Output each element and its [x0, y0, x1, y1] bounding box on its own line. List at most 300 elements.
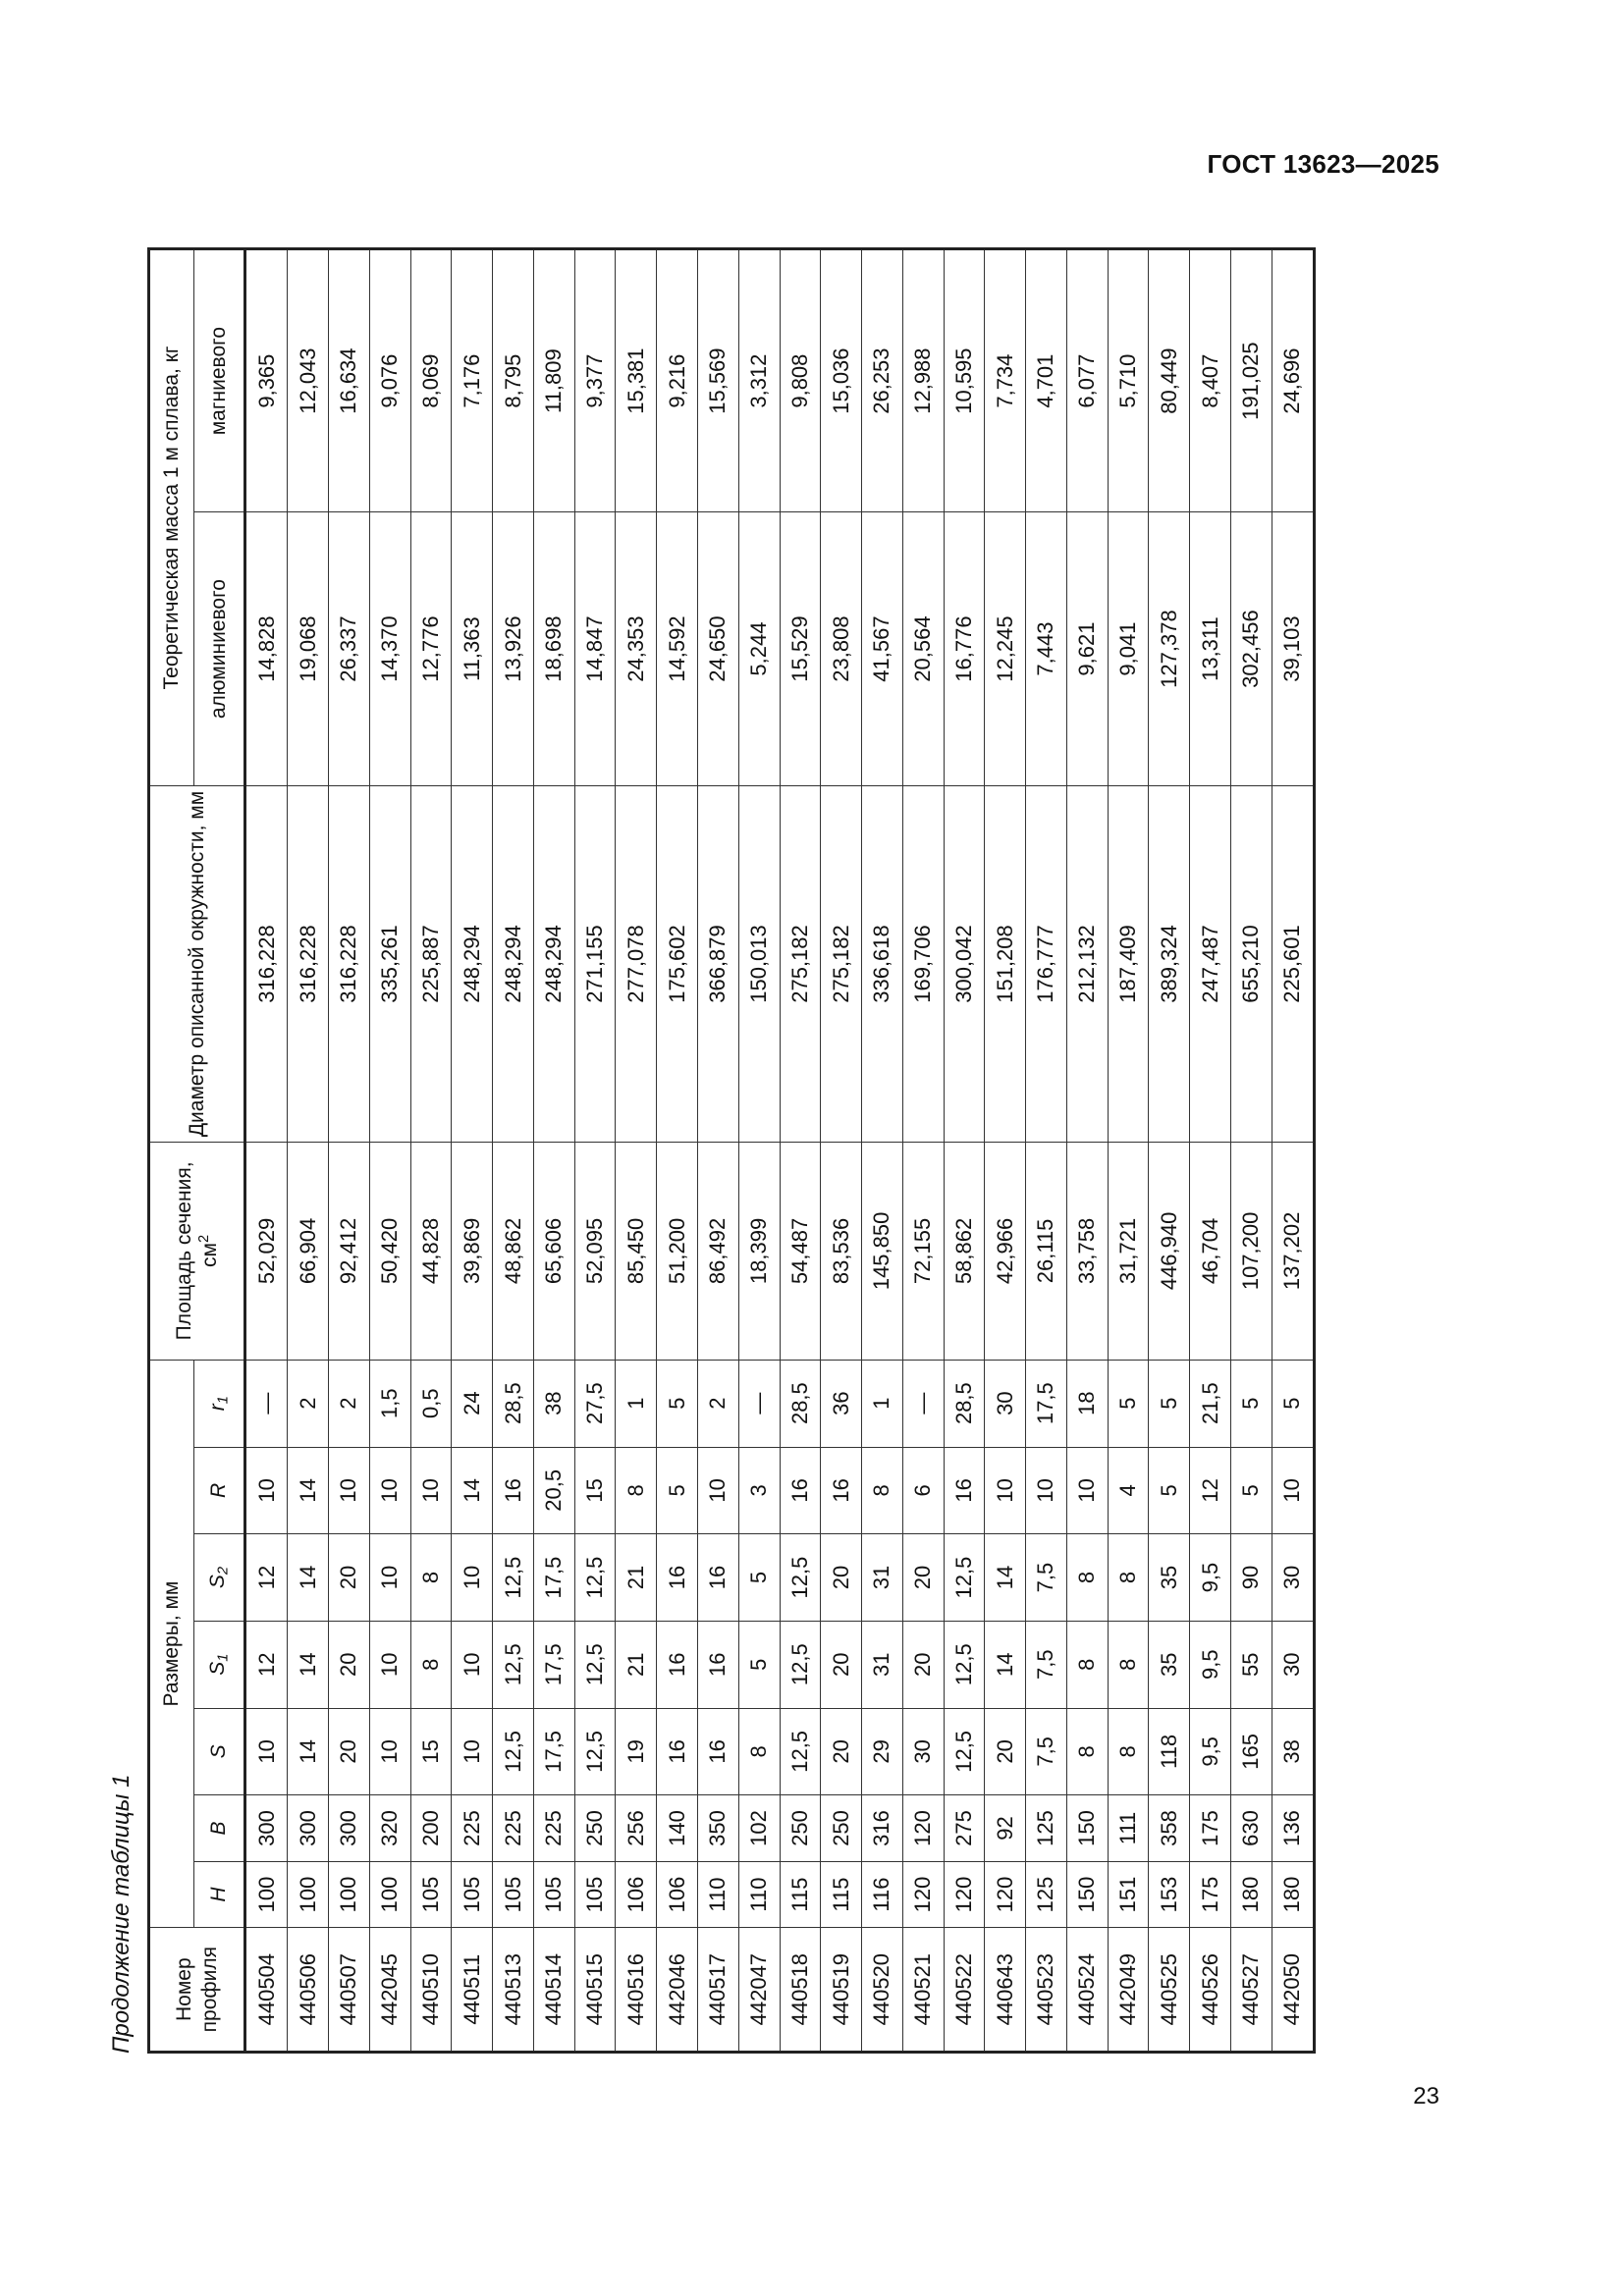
cell-H: 106 [616, 1861, 657, 1928]
cell-mass-magnesium: 10,595 [944, 249, 985, 512]
cell-area: 446,940 [1149, 1143, 1190, 1361]
cell-H: 105 [493, 1861, 534, 1928]
cell-diameter: 248,294 [452, 785, 493, 1142]
cell-H: 106 [657, 1861, 698, 1928]
cell-B: 175 [1190, 1795, 1231, 1862]
cell-H: 116 [862, 1861, 903, 1928]
cell-S1: 12,5 [493, 1621, 534, 1708]
cell-mass-magnesium: 15,036 [821, 249, 862, 512]
cell-S1: 16 [697, 1621, 738, 1708]
cell-profile-number: 440517 [697, 1928, 738, 2053]
cell-diameter: 150,013 [738, 785, 780, 1142]
cell-B: 150 [1066, 1795, 1108, 1862]
cell-mass-magnesium: 9,365 [245, 249, 288, 512]
cell-B: 250 [780, 1795, 821, 1862]
header-S: S [194, 1708, 245, 1795]
cell-S: 17,5 [533, 1708, 574, 1795]
cell-S2: 20 [902, 1534, 944, 1622]
cell-S: 20 [985, 1708, 1026, 1795]
cell-S2: 8 [1066, 1534, 1108, 1622]
cell-S1: 5 [738, 1621, 780, 1708]
cell-S: 118 [1149, 1708, 1190, 1795]
cell-mass-magnesium: 12,043 [288, 249, 329, 512]
cell-area: 33,758 [1066, 1143, 1108, 1361]
cell-R: 6 [902, 1447, 944, 1534]
cell-B: 200 [410, 1795, 452, 1862]
cell-mass-aluminium: 14,370 [369, 512, 410, 786]
cell-diameter: 275,182 [780, 785, 821, 1142]
cell-r1: 1,5 [369, 1360, 410, 1447]
header-S2 [194, 1534, 245, 1622]
cell-mass-aluminium: 5,244 [738, 512, 780, 786]
cell-R: 10 [329, 1447, 370, 1534]
cell-S2: 12 [245, 1534, 288, 1622]
cell-S: 7,5 [1026, 1708, 1067, 1795]
cell-mass-aluminium: 24,650 [697, 512, 738, 786]
cell-H: 175 [1190, 1861, 1231, 1928]
cell-area: 51,200 [657, 1143, 698, 1361]
cell-H: 120 [985, 1861, 1026, 1928]
cell-B: 92 [985, 1795, 1026, 1862]
header-S1-sub: 1 [215, 1653, 232, 1662]
table-row [985, 249, 1026, 2053]
cell-R: 10 [697, 1447, 738, 1534]
cell-mass-magnesium: 3,312 [738, 249, 780, 512]
cell-R: 10 [1026, 1447, 1067, 1534]
table-row [493, 249, 534, 2053]
cell-S1: 7,5 [1026, 1621, 1067, 1708]
cell-S2: 12,5 [780, 1534, 821, 1622]
cell-S1: 10 [369, 1621, 410, 1708]
cell-r1: — [902, 1360, 944, 1447]
cell-S2: 12,5 [493, 1534, 534, 1622]
cell-B: 125 [1026, 1795, 1067, 1862]
cell-diameter: 248,294 [533, 785, 574, 1142]
cell-S2: 20 [821, 1534, 862, 1622]
header-r1 [194, 1360, 245, 1447]
table-row [780, 249, 821, 2053]
table-row [245, 249, 288, 2053]
cell-B: 120 [902, 1795, 944, 1862]
cell-r1: 18 [1066, 1360, 1108, 1447]
table-row [821, 249, 862, 2053]
cell-H: 125 [1026, 1861, 1067, 1928]
cell-r1: 27,5 [574, 1360, 616, 1447]
cell-H: 153 [1149, 1861, 1190, 1928]
cell-H: 105 [574, 1861, 616, 1928]
cell-profile-number: 440511 [452, 1928, 493, 2053]
cell-S: 12,5 [944, 1708, 985, 1795]
cell-H: 180 [1230, 1861, 1272, 1928]
cell-S: 20 [821, 1708, 862, 1795]
header-r1-base: r [205, 1404, 229, 1412]
cell-S2: 16 [657, 1534, 698, 1622]
cell-S1: 35 [1149, 1621, 1190, 1708]
header-area [149, 1143, 245, 1361]
cell-profile-number: 440522 [944, 1928, 985, 2053]
cell-diameter: 225,601 [1272, 785, 1314, 1142]
cell-mass-magnesium: 80,449 [1149, 249, 1190, 512]
cell-R: 3 [738, 1447, 780, 1534]
cell-H: 100 [369, 1861, 410, 1928]
cell-profile-number: 442047 [738, 1928, 780, 2053]
cell-S2: 14 [985, 1534, 1026, 1622]
cell-area: 86,492 [697, 1143, 738, 1361]
cell-mass-magnesium: 8,795 [493, 249, 534, 512]
cell-H: 120 [902, 1861, 944, 1928]
cell-mass-magnesium: 15,381 [616, 249, 657, 512]
cell-H: 120 [944, 1861, 985, 1928]
cell-R: 16 [780, 1447, 821, 1534]
cell-r1: 21,5 [1190, 1360, 1231, 1447]
cell-r1: 38 [533, 1360, 574, 1447]
cell-S: 15 [410, 1708, 452, 1795]
table-body [245, 249, 1315, 2053]
cell-r1: 28,5 [780, 1360, 821, 1447]
cell-area: 54,487 [780, 1143, 821, 1361]
cell-H: 105 [533, 1861, 574, 1928]
cell-profile-number: 442049 [1108, 1928, 1149, 2053]
cell-S: 10 [369, 1708, 410, 1795]
cell-profile-number: 442045 [369, 1928, 410, 2053]
cell-H: 100 [288, 1861, 329, 1928]
cell-S2: 12,5 [574, 1534, 616, 1622]
cell-diameter: 151,208 [985, 785, 1026, 1142]
cell-S2: 20 [329, 1534, 370, 1622]
table-row [533, 249, 574, 2053]
cell-mass-magnesium: 9,808 [780, 249, 821, 512]
header-S2-base: S [205, 1575, 229, 1589]
cell-profile-number: 440510 [410, 1928, 452, 2053]
cell-area: 66,904 [288, 1143, 329, 1361]
cell-r1: 2 [288, 1360, 329, 1447]
cell-S: 10 [452, 1708, 493, 1795]
cell-r1: 5 [1149, 1360, 1190, 1447]
cell-profile-number: 440515 [574, 1928, 616, 2053]
cell-R: 14 [452, 1447, 493, 1534]
table-row [369, 249, 410, 2053]
cell-R: 5 [657, 1447, 698, 1534]
cell-diameter: 271,155 [574, 785, 616, 1142]
cell-S1: 21 [616, 1621, 657, 1708]
cell-B: 250 [574, 1795, 616, 1862]
cell-R: 15 [574, 1447, 616, 1534]
cell-profile-number: 440527 [1230, 1928, 1272, 2053]
cell-mass-magnesium: 8,069 [410, 249, 452, 512]
cell-profile-number: 440521 [902, 1928, 944, 2053]
cell-mass-aluminium: 20,564 [902, 512, 944, 786]
header-mass-group: Теоретическая масса 1 м сплава, кг [149, 249, 194, 786]
cell-B: 316 [862, 1795, 903, 1862]
cell-diameter: 316,228 [245, 785, 288, 1142]
cell-S1: 55 [1230, 1621, 1272, 1708]
cell-area: 65,606 [533, 1143, 574, 1361]
cell-R: 10 [985, 1447, 1026, 1534]
cell-B: 320 [369, 1795, 410, 1862]
cell-mass-aluminium: 23,808 [821, 512, 862, 786]
cell-H: 100 [245, 1861, 288, 1928]
cell-S2: 35 [1149, 1534, 1190, 1622]
cell-R: 20,5 [533, 1447, 574, 1534]
cell-diameter: 366,879 [697, 785, 738, 1142]
cell-S1: 8 [1066, 1621, 1108, 1708]
cell-H: 105 [452, 1861, 493, 1928]
standard-code: ГОСТ 13623—2025 [1207, 149, 1439, 179]
cell-profile-number: 440504 [245, 1928, 288, 2053]
cell-r1: 5 [657, 1360, 698, 1447]
cell-S: 19 [616, 1708, 657, 1795]
cell-H: 105 [410, 1861, 452, 1928]
cell-profile-number: 442050 [1272, 1928, 1314, 2053]
cell-B: 225 [452, 1795, 493, 1862]
cell-mass-magnesium: 7,176 [452, 249, 493, 512]
profiles-table [147, 247, 1316, 2054]
cell-H: 115 [780, 1861, 821, 1928]
cell-S2: 12,5 [944, 1534, 985, 1622]
cell-mass-aluminium: 127,378 [1149, 512, 1190, 786]
cell-diameter: 176,777 [1026, 785, 1067, 1142]
cell-S2: 9,5 [1190, 1534, 1231, 1622]
table-row [1108, 249, 1149, 2053]
cell-diameter: 389,324 [1149, 785, 1190, 1142]
cell-mass-aluminium: 7,443 [1026, 512, 1067, 786]
cell-mass-aluminium: 12,245 [985, 512, 1026, 786]
cell-r1: 1 [862, 1360, 903, 1447]
cell-diameter: 169,706 [902, 785, 944, 1142]
page-number: 23 [1413, 2083, 1439, 2109]
cell-profile-number: 442046 [657, 1928, 698, 2053]
cell-S1: 8 [1108, 1621, 1149, 1708]
table-row [1066, 249, 1108, 2053]
cell-R: 10 [410, 1447, 452, 1534]
cell-B: 300 [329, 1795, 370, 1862]
cell-S: 20 [329, 1708, 370, 1795]
cell-mass-aluminium: 14,592 [657, 512, 698, 786]
cell-R: 16 [944, 1447, 985, 1534]
cell-area: 42,966 [985, 1143, 1026, 1361]
cell-R: 16 [493, 1447, 534, 1534]
cell-mass-aluminium: 24,353 [616, 512, 657, 786]
cell-area: 137,202 [1272, 1143, 1314, 1361]
cell-mass-magnesium: 11,809 [533, 249, 574, 512]
table-row [862, 249, 903, 2053]
cell-mass-magnesium: 191,025 [1230, 249, 1272, 512]
cell-r1: — [738, 1360, 780, 1447]
cell-mass-magnesium: 9,377 [574, 249, 616, 512]
cell-mass-magnesium: 26,253 [862, 249, 903, 512]
cell-S1: 12,5 [944, 1621, 985, 1708]
header-r1-sub: 1 [215, 1396, 232, 1405]
cell-area: 52,095 [574, 1143, 616, 1361]
cell-profile-number: 440516 [616, 1928, 657, 2053]
cell-mass-aluminium: 19,068 [288, 512, 329, 786]
table-row [1149, 249, 1190, 2053]
cell-area: 26,115 [1026, 1143, 1067, 1361]
cell-mass-magnesium: 16,634 [329, 249, 370, 512]
cell-profile-number: 440513 [493, 1928, 534, 2053]
table-row [944, 249, 985, 2053]
cell-S: 8 [1066, 1708, 1108, 1795]
cell-H: 110 [697, 1861, 738, 1928]
cell-r1: 5 [1108, 1360, 1149, 1447]
cell-diameter: 316,228 [288, 785, 329, 1142]
cell-S1: 20 [821, 1621, 862, 1708]
cell-mass-magnesium: 5,710 [1108, 249, 1149, 512]
cell-mass-magnesium: 15,569 [697, 249, 738, 512]
cell-profile-number: 440518 [780, 1928, 821, 2053]
cell-area: 85,450 [616, 1143, 657, 1361]
cell-B: 358 [1149, 1795, 1190, 1862]
cell-S: 16 [657, 1708, 698, 1795]
cell-H: 110 [738, 1861, 780, 1928]
cell-mass-magnesium: 9,216 [657, 249, 698, 512]
cell-r1: 1 [616, 1360, 657, 1447]
cell-area: 58,862 [944, 1143, 985, 1361]
cell-mass-magnesium: 7,734 [985, 249, 1026, 512]
header-R: R [194, 1447, 245, 1534]
cell-B: 250 [821, 1795, 862, 1862]
table-row [697, 249, 738, 2053]
cell-mass-aluminium: 12,776 [410, 512, 452, 786]
cell-r1: 36 [821, 1360, 862, 1447]
cell-S1: 14 [288, 1621, 329, 1708]
cell-r1: 0,5 [410, 1360, 452, 1447]
cell-profile-number: 440519 [821, 1928, 862, 2053]
cell-diameter: 300,042 [944, 785, 985, 1142]
cell-B: 111 [1108, 1795, 1149, 1862]
cell-S1: 16 [657, 1621, 698, 1708]
cell-B: 630 [1230, 1795, 1272, 1862]
cell-S: 10 [245, 1708, 288, 1795]
cell-mass-aluminium: 39,103 [1272, 512, 1314, 786]
cell-B: 225 [493, 1795, 534, 1862]
cell-r1: 30 [985, 1360, 1026, 1447]
cell-H: 151 [1108, 1861, 1149, 1928]
header-B: B [194, 1795, 245, 1862]
cell-H: 115 [821, 1861, 862, 1928]
cell-B: 275 [944, 1795, 985, 1862]
table-row [1026, 249, 1067, 2053]
cell-S2: 30 [1272, 1534, 1314, 1622]
table-row [1230, 249, 1272, 2053]
cell-S: 38 [1272, 1708, 1314, 1795]
cell-area: 52,029 [245, 1143, 288, 1361]
cell-S2: 8 [410, 1534, 452, 1622]
cell-B: 140 [657, 1795, 698, 1862]
cell-R: 5 [1230, 1447, 1272, 1534]
table-row [288, 249, 329, 2053]
cell-area: 18,399 [738, 1143, 780, 1361]
cell-profile-number: 440643 [985, 1928, 1026, 2053]
cell-mass-magnesium: 4,701 [1026, 249, 1067, 512]
cell-R: 10 [1272, 1447, 1314, 1534]
cell-mass-aluminium: 13,311 [1190, 512, 1231, 786]
cell-B: 300 [245, 1795, 288, 1862]
cell-S1: 17,5 [533, 1621, 574, 1708]
cell-r1: 28,5 [944, 1360, 985, 1447]
cell-area: 50,420 [369, 1143, 410, 1361]
cell-profile-number: 440524 [1066, 1928, 1108, 2053]
cell-area: 46,704 [1190, 1143, 1231, 1361]
cell-S: 12,5 [493, 1708, 534, 1795]
cell-S1: 20 [329, 1621, 370, 1708]
cell-area: 39,869 [452, 1143, 493, 1361]
cell-R: 12 [1190, 1447, 1231, 1534]
cell-B: 256 [616, 1795, 657, 1862]
cell-R: 16 [821, 1447, 862, 1534]
cell-S: 29 [862, 1708, 903, 1795]
cell-S2: 31 [862, 1534, 903, 1622]
cell-B: 136 [1272, 1795, 1314, 1862]
cell-S2: 16 [697, 1534, 738, 1622]
cell-mass-aluminium: 16,776 [944, 512, 985, 786]
cell-S: 8 [738, 1708, 780, 1795]
cell-S: 12,5 [574, 1708, 616, 1795]
cell-mass-magnesium: 24,696 [1272, 249, 1314, 512]
header-area-sup: 2 [195, 1234, 212, 1244]
cell-diameter: 316,228 [329, 785, 370, 1142]
header-aluminium: алюминиевого [194, 512, 245, 786]
cell-R: 10 [1066, 1447, 1108, 1534]
cell-S2: 90 [1230, 1534, 1272, 1622]
cell-mass-magnesium: 6,077 [1066, 249, 1108, 512]
cell-area: 31,721 [1108, 1143, 1149, 1361]
cell-area: 83,536 [821, 1143, 862, 1361]
cell-H: 150 [1066, 1861, 1108, 1928]
cell-S: 9,5 [1190, 1708, 1231, 1795]
cell-diameter: 275,182 [821, 785, 862, 1142]
cell-S1: 8 [410, 1621, 452, 1708]
cell-diameter: 187,409 [1108, 785, 1149, 1142]
header-S1 [194, 1621, 245, 1708]
cell-S1: 12 [245, 1621, 288, 1708]
cell-S2: 8 [1108, 1534, 1149, 1622]
header-profile-number: Номер профиля [149, 1928, 245, 2053]
cell-S2: 10 [452, 1534, 493, 1622]
cell-diameter: 175,602 [657, 785, 698, 1142]
cell-r1: — [245, 1360, 288, 1447]
cell-mass-aluminium: 11,363 [452, 512, 493, 786]
cell-mass-magnesium: 12,988 [902, 249, 944, 512]
cell-R: 10 [245, 1447, 288, 1534]
cell-r1: 24 [452, 1360, 493, 1447]
cell-profile-number: 440526 [1190, 1928, 1231, 2053]
cell-S2: 14 [288, 1534, 329, 1622]
cell-S1: 20 [902, 1621, 944, 1708]
cell-mass-aluminium: 9,621 [1066, 512, 1108, 786]
cell-S2: 17,5 [533, 1534, 574, 1622]
cell-S: 30 [902, 1708, 944, 1795]
cell-S: 8 [1108, 1708, 1149, 1795]
cell-S2: 10 [369, 1534, 410, 1622]
cell-S: 12,5 [780, 1708, 821, 1795]
cell-area: 145,850 [862, 1143, 903, 1361]
cell-S2: 21 [616, 1534, 657, 1622]
cell-mass-aluminium: 15,529 [780, 512, 821, 786]
header-H: H [194, 1861, 245, 1928]
header-S2-sub: 2 [215, 1566, 232, 1575]
cell-B: 225 [533, 1795, 574, 1862]
cell-S1: 9,5 [1190, 1621, 1231, 1708]
cell-B: 300 [288, 1795, 329, 1862]
cell-mass-aluminium: 302,456 [1230, 512, 1272, 786]
cell-area: 48,862 [493, 1143, 534, 1361]
cell-S1: 30 [1272, 1621, 1314, 1708]
table-caption: Продолжение таблицы 1 [108, 1774, 135, 2054]
cell-S1: 12,5 [780, 1621, 821, 1708]
header-area-text: Площадь сечения, см [172, 1161, 222, 1341]
table-row [616, 249, 657, 2053]
